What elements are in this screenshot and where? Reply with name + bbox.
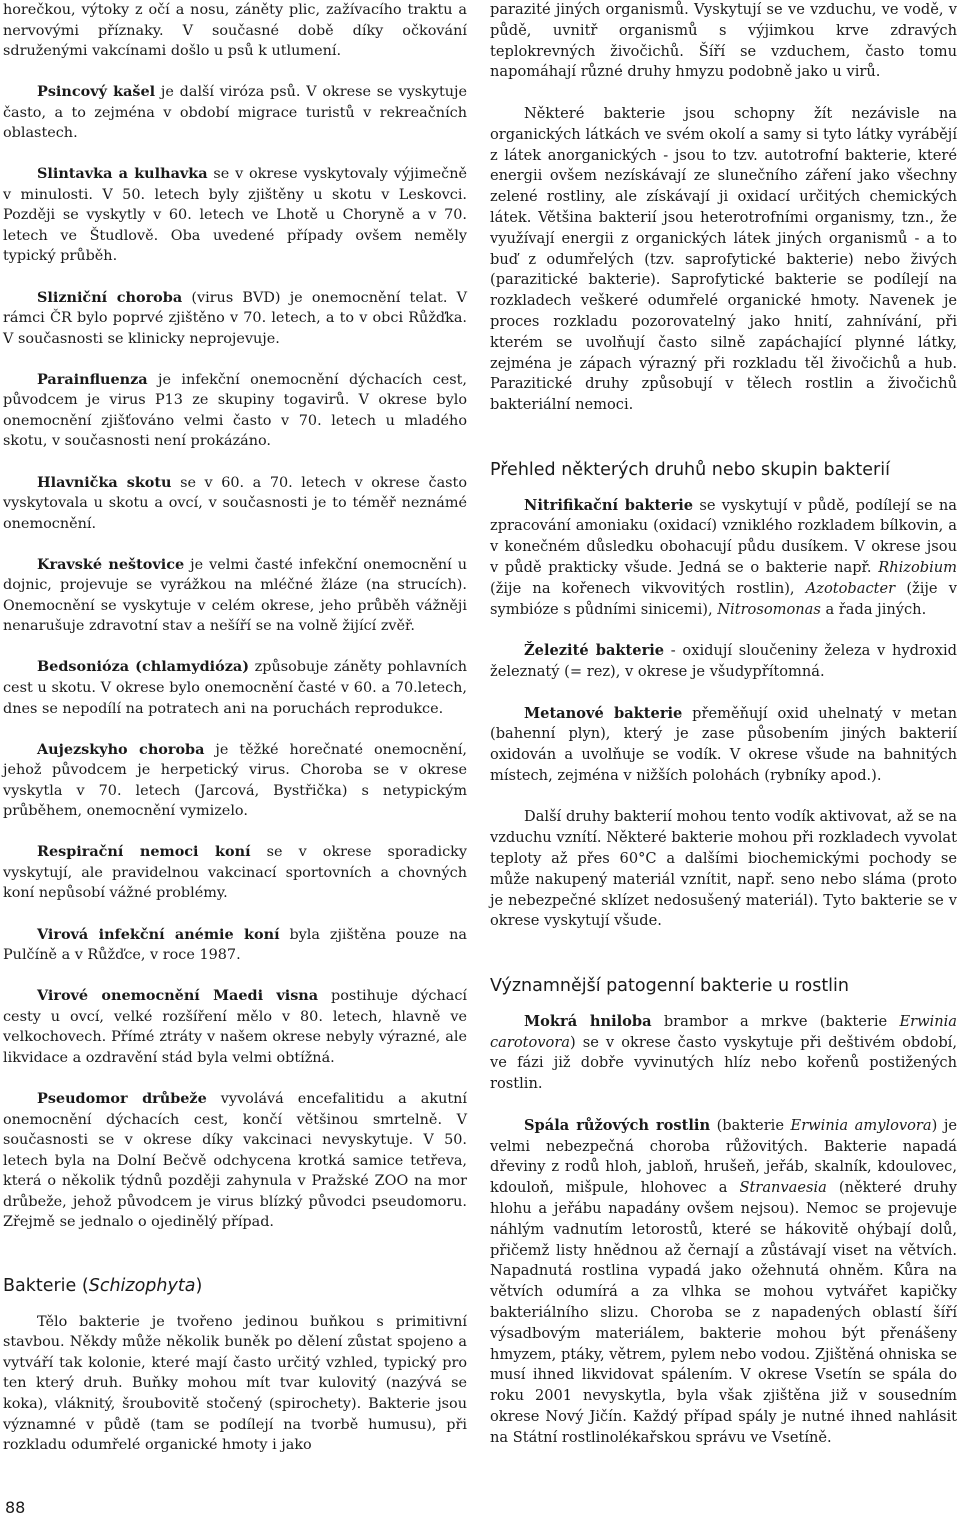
disease-paragraph — [3, 986, 467, 1068]
disease-text: se v 60. a 70. letech v okrese často vyskytovala u skotu a ovcí, v současnosti je to téměř neznámé onemocnění. — [3, 474, 467, 532]
disease-text: se v okrese vyskytovaly výjimečně v minulosti. V 50. letech byly zjištěny u skotu v Leskovci. Později se vyskytly v 60. letech ve Lhotě u Choryně a v 70. letech ve Študlově. Oba uvedené případy ovšem neměly typický průběh. — [3, 166, 467, 265]
left-column — [3, 0, 467, 1456]
section-heading-bacteria — [3, 1274, 467, 1298]
disease-text: je velmi časté infekční onemocnění u dojnic, projevuje se vyrážkou na mléčné žláze (na strucích). Onemocnění se vyskytuje v celém okrese, jeho průběh vážněji nenarušuje zdravotní stav a nešíří se na volně žijící zvěř. — [3, 556, 467, 635]
disease-text: způsobuje záněty pohlavních cest u skotu. V okrese bylo onemocnění časté v 60. a 70.letech, dnes se nepodílí na potratech ani na poruchách reprodukce. — [3, 659, 468, 717]
section-heading-overview: Přehled některých druhů nebo skupin bakterií — [490, 459, 890, 480]
latin-name: Nitrosomonas — [717, 600, 821, 618]
term: Spála růžových rostlin — [524, 1116, 711, 1134]
disease-list — [3, 62, 467, 1233]
disease-text: je infekční onemocnění dýchacích cest, původcem je virus P13 ze skupiny togavirů. V okrese bylo onemocnění zjišťováno velmi často v 70. letech u mladého skotu, v současnosti není prokázáno. — [3, 371, 467, 450]
bacteria-paragraph: Tělo bakterie je tvořeno jedinou buňkou s primitivní stavbou. Někdy může několik buněk po dělení zůstat spojeno a vytváří tak kolonie, které mají často určitý vzhled, typický pro ten který druh. Buňky mohou mít tvar kulovitý (nazývá se koka), vláknitý, šroubovitě stočený (spirochety). Bakterie jsou významné v půdě (tam se podílejí na tvorbě humusu), při rozkladu odumřelé organické hmoty i jako — [3, 1313, 467, 1454]
intro-paragraph: horečkou, výtoky z očí a nosu, záněty plic, zažívacího traktu a nervovými příznaky. V současné době díky očkování sdruženými vakcínami došlo u psů k utlumení. — [3, 2, 467, 60]
text: (žije na kořenech vikvovitých rostlin), — [490, 579, 806, 597]
text: ) je velmi nebezpečná choroba růžovitých. Bakterie napadá dřeviny z rodů hloh, jabloň, hrušeň, jeřáb, skalník, kdoulovec, kdouloň, mišpule, hlohovec a — [490, 1116, 958, 1197]
disease-paragraph — [3, 473, 467, 535]
disease-term: Slintavka a kulhavka — [37, 165, 208, 183]
heading-italic: Schizophyta — [88, 1275, 196, 1296]
disease-text: (virus BVD) je onemocnění telat. V rámci ČR bylo poprvé zjištěno v 70. letech, a to v obci Růžďka. V současnosti se klinicky neprojevuje. — [3, 289, 467, 347]
disease-paragraph — [3, 288, 467, 350]
disease-paragraph — [3, 1089, 467, 1233]
disease-paragraph — [3, 164, 467, 267]
disease-term: Pseudomor drůbeže — [37, 1090, 207, 1108]
heading-close: ) — [195, 1275, 203, 1296]
disease-term: Respirační nemoci koní — [37, 843, 251, 861]
disease-term: Virová infekční anémie koní — [37, 925, 280, 943]
right-column — [490, 0, 957, 1449]
term: Nitrifikační bakterie — [524, 496, 694, 514]
text: (některé druhy hlohu a jeřábu napadány ovšem nejsou). Nemoc se projevuje náhlým vadnutím letorostů, které se hákovitě ohýbají dolů, přičemž listy hnědnou až černají a zůstávají viset na větvích. Napadnutá rostlina vypadá jako ožehnutá ohněm. Kůra na větvích odumírá a za vlhka se mohou vytvářet kapičky bakteriálního slizu. Choroba se z napadených oblastí šíří výsadbovým materiálem, bakterie mohou být přenášeny hmyzem, ptáky, větrem, pylem nebo vodou. Zjištěná ohniska se musí ihned likvidovat spálením. V okrese Vsetín se spála do roku 2001 nevyskytla, byla však zjištěna již v sousedním okrese Nový Jičín. Každý případ spály je nutné ihned nahlásit na Státní rostlinolékařskou správu ve Vsetíně. — [490, 1179, 957, 1446]
term: Železité bakterie — [524, 642, 665, 660]
latin-name: Erwinia amylovora — [790, 1116, 932, 1134]
parasites-paragraph: parazité jiných organismů. Vyskytují se ve vzduchu, ve vodě, v půdě, uvnitř organismů s výjimkou krve zdravých teplokrevných živočichů. Šíří se vzduchem, často tomu napomáhají různé druhy hmyzu podobně jako u virů. — [490, 1, 957, 81]
disease-paragraph — [3, 370, 467, 452]
disease-text: se v okrese sporadicky vyskytují, ale pravidelnou vakcinací sportovních a chovných koní nepůsobí vážné problémy. — [3, 844, 467, 902]
disease-term: Bedsonióza (chlamydióza) — [37, 658, 250, 676]
disease-paragraph — [3, 555, 467, 637]
disease-term: Kravské neštovice — [37, 555, 185, 573]
section-heading-pathogens: Významnější patogenní bakterie u rostlin — [490, 975, 849, 996]
other-bacteria-paragraph: Další druhy bakterií mohou tento vodík aktivovat, až se na vzduchu vznítí. Některé bakterie mohou při rozkladech vyvolat teploty až přes 60°C a dalšími biochemickými pochody se může nakupený materiál vznítit, např. seno nebo sláma (proto je nebezpečné sklízet nedosušený materiál). Tyto bakterie se v okrese vyskytují všude. — [490, 808, 957, 930]
disease-paragraph — [3, 925, 467, 966]
disease-text: je další viróza psů. V okrese se vyskytuje často, a to zejména v období migrace turistů v rekreačních oblastech. — [3, 84, 467, 142]
disease-term: Parainfluenza — [37, 370, 148, 388]
page-number: 88 — [5, 1498, 26, 1517]
disease-paragraph — [3, 657, 467, 719]
latin-name: Azotobacter — [805, 579, 896, 597]
latin-name: Erwinia carotovora — [490, 1012, 957, 1051]
text: a řada jiných. — [820, 600, 927, 618]
disease-text: byla zjištěna pouze na Pulčíně a v Růžďce, v roce 1987. — [3, 926, 467, 964]
disease-term: Virové onemocnění Maedi visna — [37, 987, 319, 1005]
text: brambor a mrkve (bakterie — [651, 1012, 900, 1030]
wet-rot-paragraph — [490, 1012, 957, 1095]
latin-name: Stranvaesia — [739, 1179, 827, 1197]
fire-blight-paragraph — [490, 1116, 957, 1449]
disease-term: Psincový kašel — [37, 83, 156, 101]
disease-paragraph — [3, 842, 467, 904]
iron-paragraph — [490, 641, 957, 683]
text: - oxidují sloučeniny železa v hydroxid železnatý (= rez), v okrese je všudypřítomná. — [490, 642, 957, 680]
nitrifying-paragraph — [490, 496, 957, 621]
disease-text: je těžké horečnaté onemocnění, jehož původcem je herpetický virus. Choroba se v okrese vyskytla v 70. letech (Jarcová, Bystřička) s netypickým průběhem, onemocnění vymizelo. — [3, 741, 467, 820]
disease-term: Slizniční choroba — [37, 288, 183, 306]
methane-paragraph — [490, 704, 957, 787]
disease-text: postihuje dýchací cesty u ovcí, velké rozšíření mělo v 80. letech, hlavně ve velkochovech. Přímé ztráty v našem okrese nebyly výrazné, ale likvidace a ozdravění stád byla velmi obtížná. — [3, 988, 467, 1066]
term: Mokrá hniloba — [524, 1012, 652, 1030]
disease-text: vyvolává encefalitidu a akutní onemocnění dýchacích cest, končí většinou smrtelně. V současnosti se v okrese díky vakcinaci nevyskytuje. V 50. letech byla na Dolní Bečvě odchycena krotká samice tetřeva, která o několik týdnů později zahynula v Pražské ZOO na mor drůbeže, jehož původcem je virus blízký původci pseudomoru. Zřejmě se jednalo o ojedinělý případ. — [3, 1091, 467, 1231]
disease-term: Aujezskyho choroba — [37, 740, 205, 758]
text: (žije v symbióze s půdními sinicemi), — [490, 579, 957, 618]
latin-name: Rhizobium — [878, 558, 957, 576]
heading-text: Bakterie ( — [3, 1275, 89, 1296]
disease-paragraph — [3, 740, 467, 822]
term: Metanové bakterie — [524, 704, 683, 722]
text: (bakterie — [710, 1116, 791, 1134]
text: ) se v okrese často vyskytuje při deštivém období, ve fázi již dobře vyvinutých hlíz nebo kořenů postižených rostlin. — [490, 1033, 957, 1093]
text: se vyskytují v půdě, podílejí se na zpracování amoniaku (oxidací) vzniklého rozkladem bílkovin, a v konečném důsledku obohacují půdu dusíkem. V okrese jsou v půdě prakticky všude. Jedná se o bakterie např. — [490, 496, 957, 576]
autotroph-paragraph: Některé bakterie jsou schopny žít nezávisle na organických látkách ve svém okolí a samy si tyto látky vyrábějí z látek anorganických - jsou to tzv. autotrofní bakterie, které energii ovšem nezískávají ze slunečního záření jako všechny zelené rostliny, ale získávají ji oxidací určitých chemických látek. Většina bakterií jsou heterotrofními organismy, tzn., že využívají energii z organických látek jiných organismů - a to buď z odumřelých (tzv. saprofytické bakterie) nebo živých (parazitické bakterie). Saprofytické bakterie se podílejí na rozkladech veškeré odumřelé organické hmoty. Navenek je proces rozkladu pozorovatelný jako hnití, zahnívání, při kterém se uvolňují často silně zapáchající plynné látky, zejména je zápach výrazný při rozkladu těl živočichů a hub. Parazitické druhy způsobují v tělech rostlin a živočichů bakteriální nemoci. — [490, 104, 957, 414]
disease-paragraph — [3, 82, 467, 144]
text: přeměňují oxid uhelnatý v metan (bahenní plyn), který je zase působením jiných bakterií oxidován a uvolňuje se vodík. V okrese všude na bahnitých místech, zejména v nižších polohách (rybníky apod.). — [490, 704, 957, 784]
disease-term: Hlavnička skotu — [37, 473, 172, 491]
